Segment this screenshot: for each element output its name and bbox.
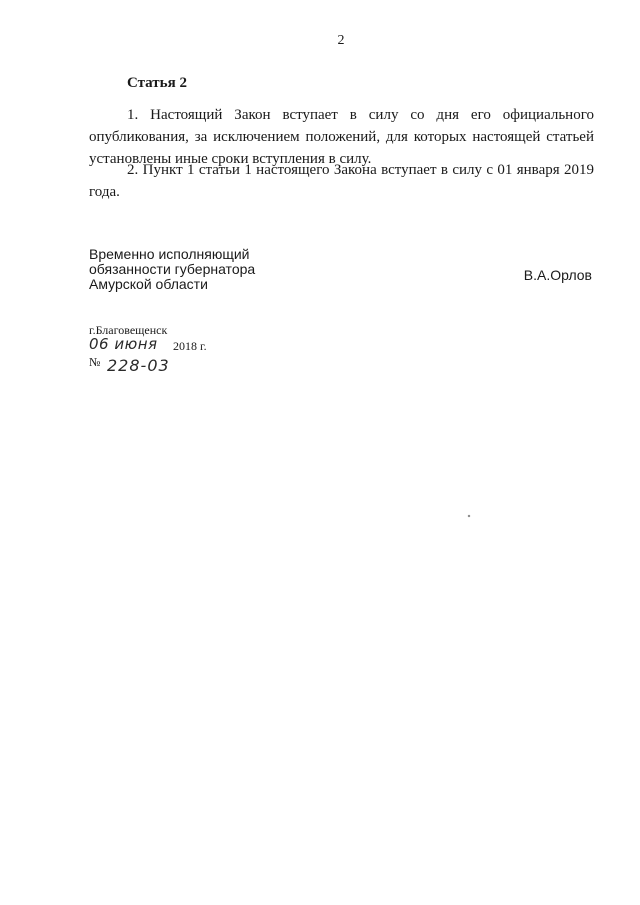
article-paragraph-2: 2. Пункт 1 статьи 1 настоящего Закона вступает в силу с 01 января 2019 года.	[89, 162, 594, 200]
place-of-signing: г.Благовещенск	[89, 323, 168, 337]
number-sign: №	[89, 355, 101, 369]
page-number: 2	[337, 33, 345, 48]
article-paragraph-1: 1. Настоящий Закон вступает в силу со дня его официального опубликования, за исключением положений, для которых настоящей статьей установлены иные сроки вступления в силу.	[89, 107, 594, 167]
signatory-title-line-3: Амурской области	[89, 276, 208, 292]
article-title: Статья 2	[127, 75, 187, 91]
signatory-title-line-1: Временно исполняющий	[89, 246, 250, 262]
handwritten-date: 06 июня	[89, 335, 158, 353]
date-year: 2018 г.	[173, 339, 207, 353]
signatory-name: В.А.Орлов	[523, 267, 592, 283]
scan-speck	[468, 515, 471, 518]
signatory-title-line-2: обязанности губернатора	[89, 261, 256, 277]
signatory-title	[89, 247, 255, 292]
handwritten-law-number: 228-03	[107, 356, 170, 375]
